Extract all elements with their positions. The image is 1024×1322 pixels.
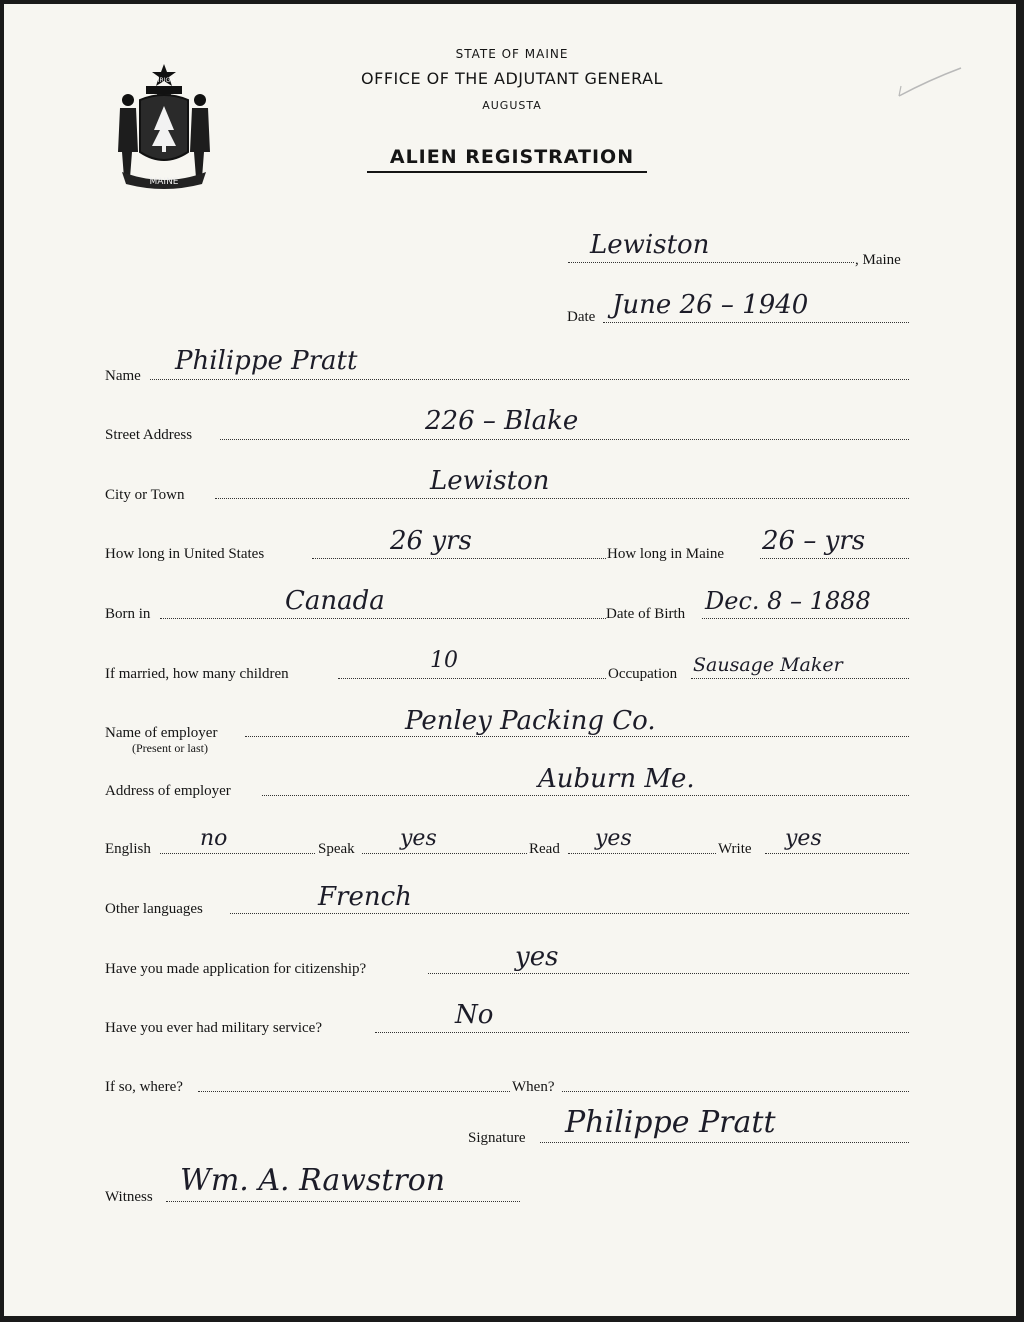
dob-value[interactable]: Dec. 8 – 1888 [705,587,871,615]
employer-sublabel: (Present or last) [132,741,208,755]
witness-value[interactable]: Wm. A. Rawstron [180,1163,446,1198]
dob-label: Date of Birth [606,606,686,622]
header-state: STATE OF MAINE [455,47,569,61]
form-title: ALIEN REGISTRATION [389,146,635,168]
date-label: Date [567,309,596,325]
name-value[interactable]: Philippe Pratt [175,346,358,376]
how-long-us-line [312,558,606,559]
signature-label: Signature [468,1130,526,1146]
seal-banner-text: MAINE [149,177,179,187]
name-label: Name [105,368,141,384]
military-value[interactable]: No [455,1000,494,1030]
other-languages-label: Other languages [105,901,203,917]
english-label: English [105,841,151,857]
other-languages-line [230,913,909,914]
born-in-value[interactable]: Canada [285,586,385,616]
how-long-maine-label: How long in Maine [607,546,725,562]
city-line [215,498,909,499]
english-value[interactable]: no [200,826,228,851]
place-suffix: , Maine [855,252,901,268]
where-line [198,1091,510,1092]
signature-value[interactable]: Philippe Pratt [565,1105,776,1140]
born-in-label: Born in [105,606,151,622]
born-in-line [160,618,606,619]
employer-address-value[interactable]: Auburn Me. [538,764,695,794]
city-label: City or Town [105,487,185,503]
occupation-label: Occupation [608,666,678,682]
header-office: OFFICE OF THE ADJUTANT GENERAL [361,69,663,88]
citizenship-label: Have you made application for citizenship? [105,961,367,977]
name-line [150,379,909,380]
citizenship-value[interactable]: yes [515,942,559,972]
read-value[interactable]: yes [595,826,632,851]
employer-line [245,736,909,737]
seal-motto-text: DIRIGO [153,77,175,84]
children-line [338,678,606,679]
write-label: Write [718,841,752,857]
employer-address-line [262,795,909,796]
form-title-underline [367,171,647,173]
place-value[interactable]: Lewiston [590,230,710,260]
date-value[interactable]: June 26 – 1940 [612,290,809,320]
occupation-value[interactable]: Sausage Maker [693,654,843,676]
military-label: Have you ever had military service? [105,1020,322,1036]
signature-line [540,1142,909,1143]
when-line [562,1091,909,1092]
place-line [568,262,854,263]
read-line [568,853,716,854]
city-value[interactable]: Lewiston [430,466,550,496]
date-line [603,322,909,323]
english-line [160,853,315,854]
citizenship-line [428,973,909,974]
when-label: When? [512,1079,555,1095]
street-label: Street Address [105,427,193,443]
street-line [220,439,909,440]
how-long-maine-value[interactable]: 26 – yrs [762,526,866,556]
where-label: If so, where? [105,1079,183,1095]
how-long-maine-line [760,558,909,559]
header-city: AUGUSTA [482,99,542,112]
other-languages-value[interactable]: French [318,882,412,912]
read-label: Read [529,841,560,857]
military-line [375,1032,909,1033]
children-value[interactable]: 10 [430,648,458,673]
children-label: If married, how many children [105,666,289,682]
employer-address-label: Address of employer [105,783,231,799]
speak-value[interactable]: yes [400,826,437,851]
witness-line [166,1201,520,1202]
write-value[interactable]: yes [785,826,822,851]
dob-line [702,618,909,619]
speak-label: Speak [318,841,355,857]
street-value[interactable]: 226 – Blake [425,406,579,436]
employer-label: Name of employer [105,725,218,741]
witness-label: Witness [105,1189,153,1205]
how-long-us-label: How long in United States [105,546,265,562]
form-sheet [4,4,1016,1316]
employer-value[interactable]: Penley Packing Co. [405,706,656,736]
speak-line [362,853,527,854]
how-long-us-value[interactable]: 26 yrs [390,526,472,556]
